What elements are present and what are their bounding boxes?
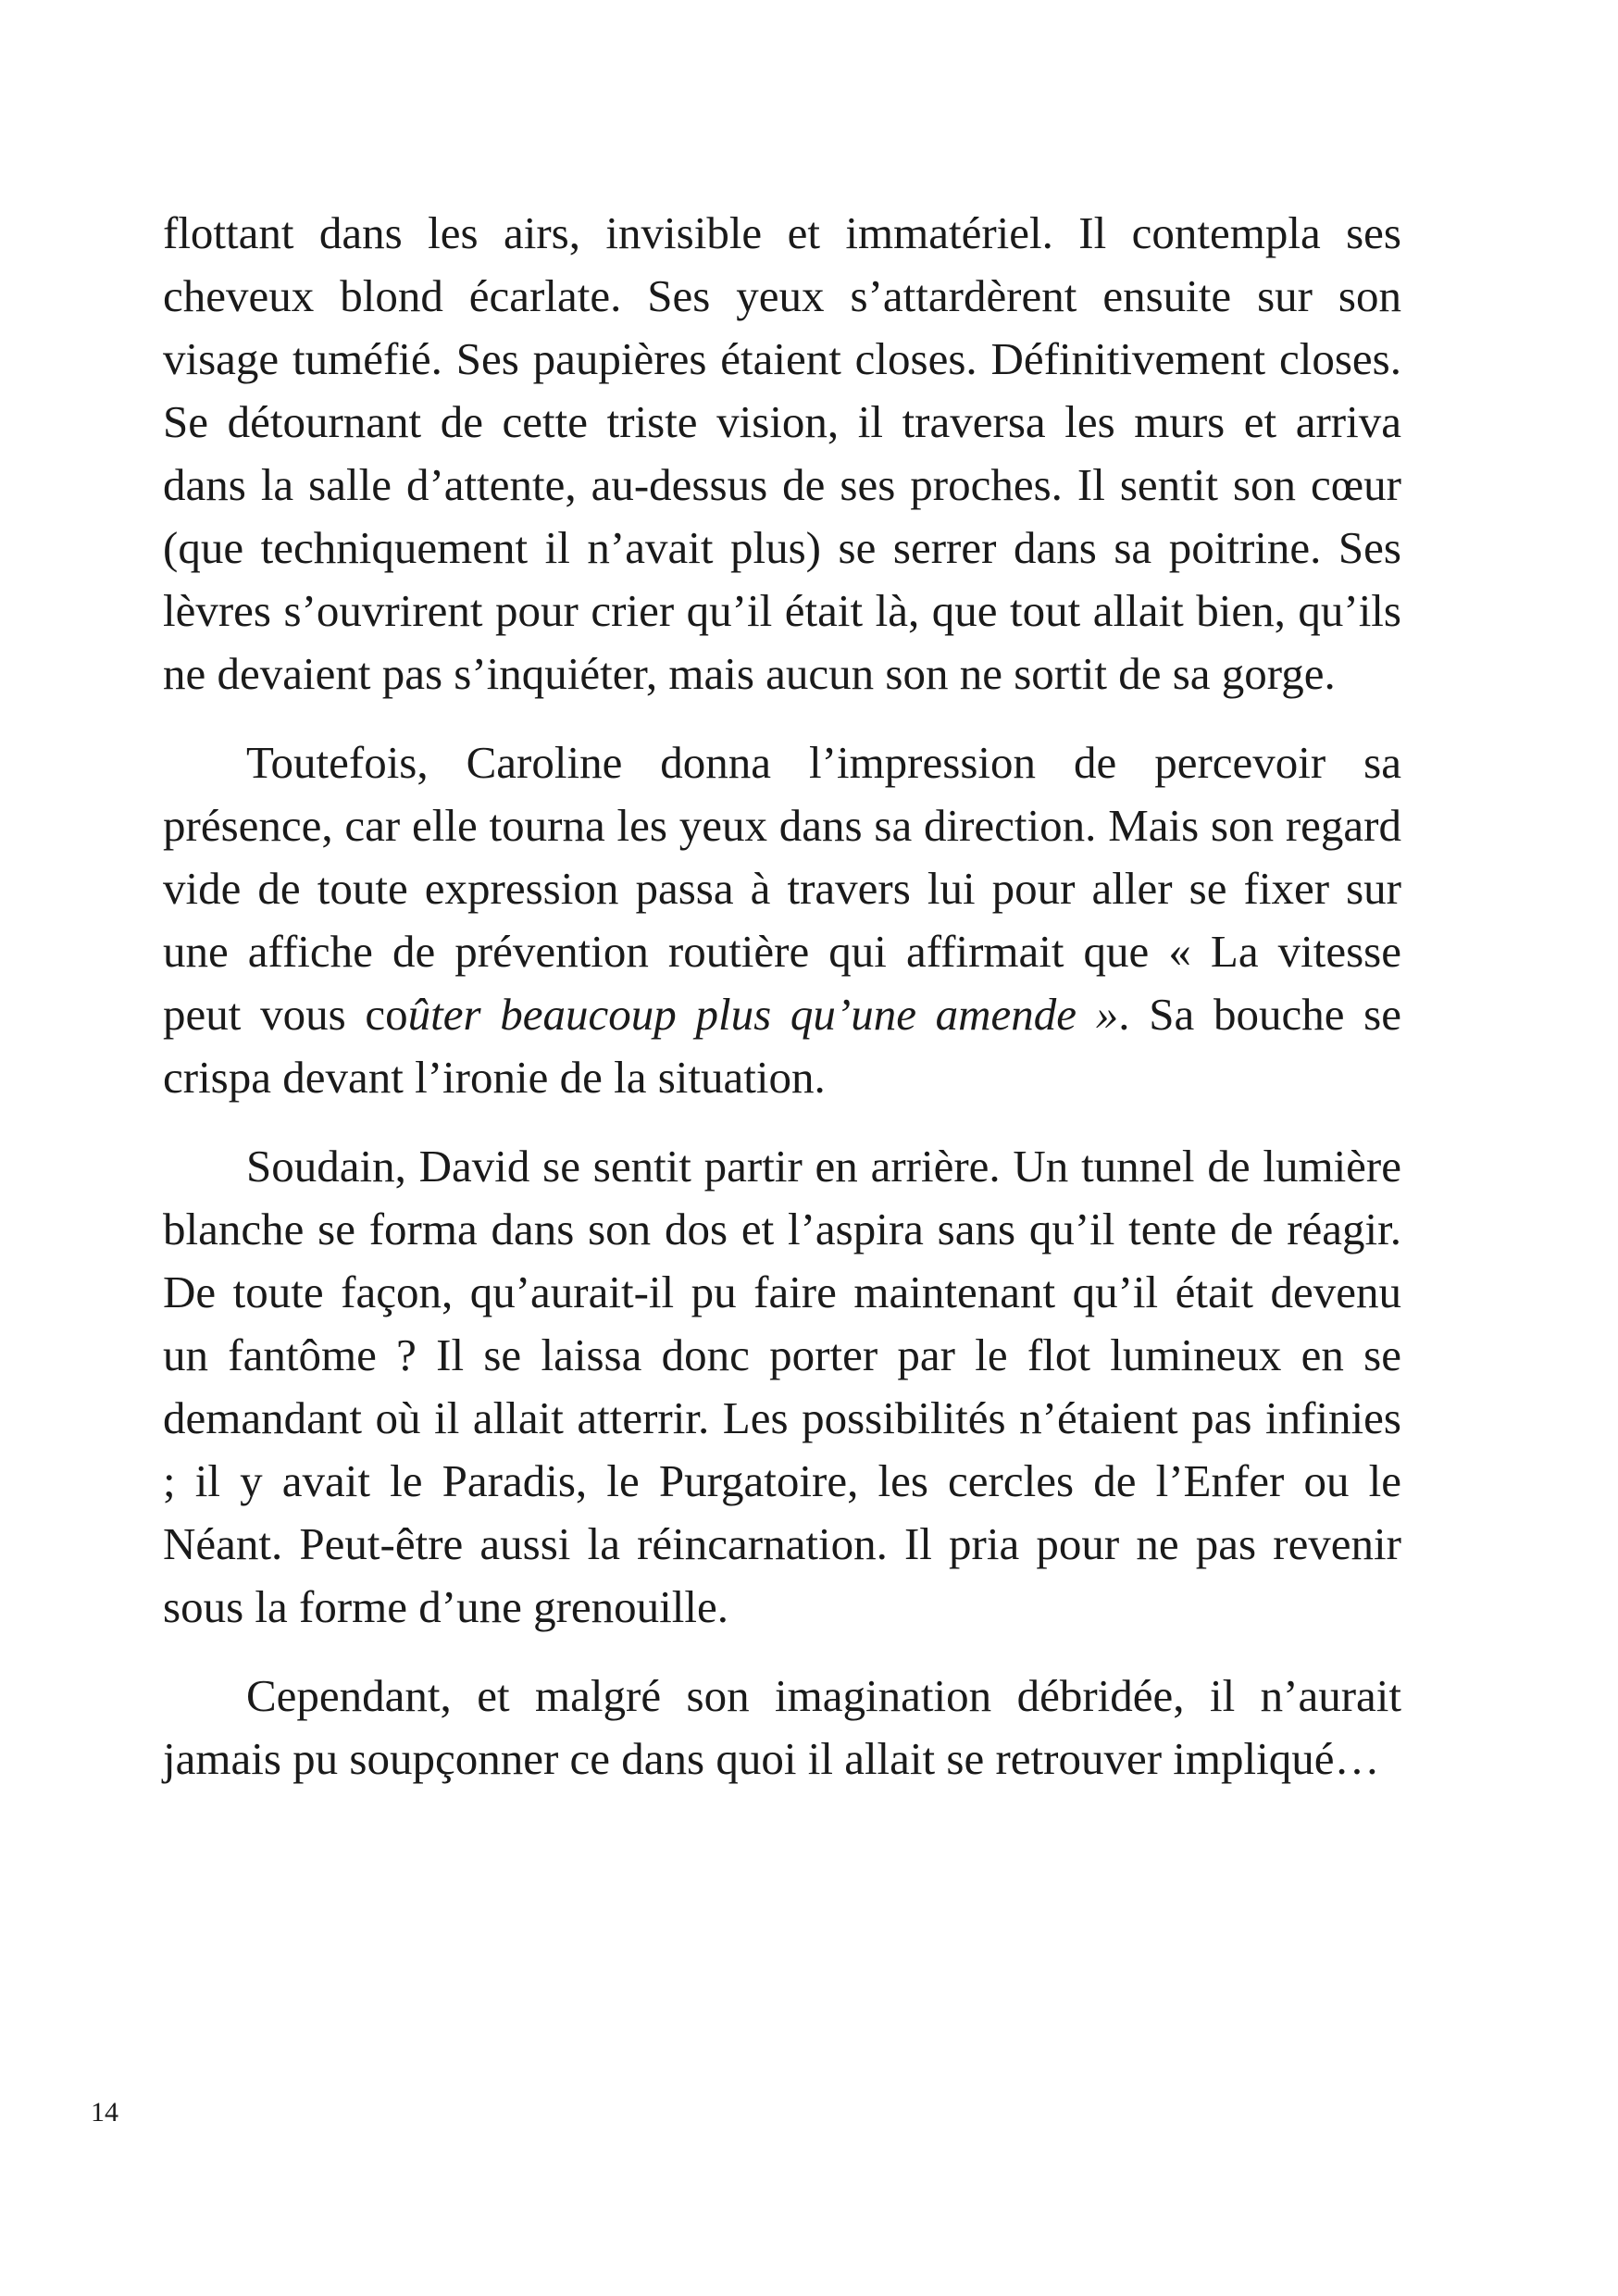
paragraph-2-italic-quote: ûter beaucoup plus qu’une amende » (407, 989, 1119, 1040)
paragraph-4: Cependant, et malgré son imagination débridée, il n’aurait jamais pu soupçonner ce dans quoi il allait se retrouver impliqué… (163, 1670, 1401, 1784)
paragraph-3: Soudain, David se sentit partir en arrière. Un tunnel de lumière blanche se forma dans son dos et l’aspira sans qu’il tente de réagir. De toute façon, qu’aurait-il pu faire maintenant qu’il était devenu un fantôme ? Il se laissa donc porter par le flot lumineux en se demandant où il allait atterrir. Les possibilités n’étaient pas infinies ; il y avait le Paradis, le Purgatoire, les cercles de l’Enfer ou le Néant. Peut-être aussi la réincarnation. Il pria pour ne pas revenir sous la forme d’une grenouille. (163, 1141, 1401, 1632)
page-number: 14 (91, 2097, 118, 2128)
paragraph-2-text-end: . Sa bouche se crispa devant l’ironie de la situation. (163, 989, 1401, 1103)
paragraph-1: flottant dans les airs, invisible et immatériel. Il contempla ses cheveux blond écarlate. Ses yeux s’attardèrent ensuite sur son visage tuméfié. Ses paupières étaient closes. Définitivement closes. Se détournant de cette triste vision, il traversa les murs et arriva dans la salle d’attente, au-dessus de ses proches. Il sentit son cœur (que techniquement il n’avait plus) se serrer dans sa poitrine. Ses lèvres s’ouvrirent pour crier qu’il était là, que tout allait bien, qu’ils ne devaient pas s’inquiéter, mais aucun son ne sortit de sa gorge. (163, 207, 1401, 699)
paragraph-2-text-start: Toutefois, Caroline donna l’impression de percevoir sa présence, car elle tourna les yeux dans sa direction. Mais son regard vide de toute expression passa à travers lui pour aller se fixer sur une affiche de prévention routière qui affirmait que « La vitesse peut vous co (163, 737, 1401, 1040)
page-body (163, 202, 1401, 1816)
paragraph-2 (163, 731, 1401, 1109)
